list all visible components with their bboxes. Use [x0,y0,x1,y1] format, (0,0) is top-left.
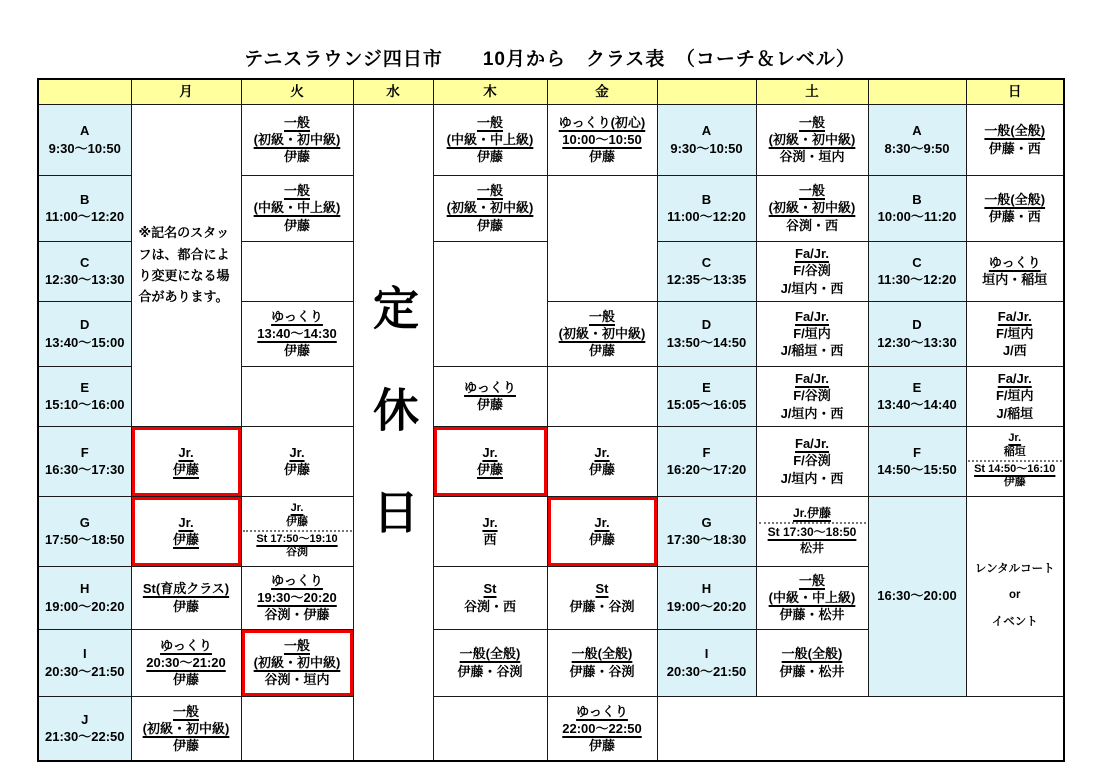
coach: 伊藤 [588,737,615,753]
cell-sat-A [756,104,868,175]
cell-fri-I [547,629,657,696]
slot-id: I [704,646,709,662]
slot-time: 13:40～14:40 [877,397,957,412]
coach: F/谷渕 [793,263,831,279]
class-name: Jr. [290,502,304,515]
slot-time: 12:30～13:30 [877,334,957,350]
class-name: 一般 [588,308,615,324]
header-blank-sun [868,79,966,104]
sun-time-slot-D [868,301,966,366]
dotted-divider [968,460,1063,462]
cell-sat-B [756,175,868,241]
coach: 伊藤 [283,149,310,165]
cell-fri-BC-empty [547,175,657,301]
class-name: 一般 [283,637,310,653]
coach: 伊藤・谷渕 [569,598,635,614]
class-name: ゆっくり [988,254,1041,270]
coach: 伊藤 [588,149,615,165]
slot-time: 15:05～16:05 [666,397,747,412]
cell-sun-D [966,301,1064,366]
class-name: 一般 [172,703,199,719]
sat-time-slot-B [657,175,756,241]
class-level: (初級・初中級) [768,131,856,147]
slot-id: G [701,514,712,530]
closed-day-cell [353,104,433,761]
class-name: ゆっくり [576,703,628,719]
class-name: Fa/Jr. [795,371,829,387]
slot-id: D [701,317,712,333]
coach: 垣内・稲垣 [982,272,1048,287]
or-label: or [1009,589,1021,602]
row-J [38,696,1064,761]
event-label: イベント [991,615,1038,628]
class-level: (初級・初中級) [142,720,230,736]
slot-time: 11:00～12:20 [45,209,125,224]
header-tuesday: 火 [241,79,353,104]
sun-time-slot-F [868,426,966,496]
class-level: (中級・中上級) [446,131,534,147]
page-title: テニスラウンジ四日市 10月から クラス表 （コーチ＆レベル） [244,49,856,70]
slot-id: C [701,254,712,270]
sat-time-slot-H [657,566,756,629]
coach: F/垣内 [995,325,1034,341]
sat-time-slot-C [657,241,756,301]
class-name: Jr. [178,444,194,460]
coach: 伊藤 [588,532,615,547]
coach: 伊藤 [476,217,503,233]
time-slot-H [38,566,131,629]
cell-fri-G-highlighted [547,496,657,566]
slot-id: E [80,379,90,395]
header-thursday: 木 [433,79,547,104]
cell-sun-B [966,175,1064,241]
cell-thu-F-highlighted [433,426,547,496]
cell-sun-A [966,104,1064,175]
slot-time: 8:30～9:50 [884,140,950,156]
slot-time: 9:30～10:50 [670,140,743,156]
cell-tue-B [241,175,353,241]
cell-fri-H [547,566,657,629]
cell-fri-J [547,696,657,761]
class-level: (初級・初中級) [253,654,341,670]
coach: 伊藤・谷渕 [569,663,635,679]
coach: 松井 [799,540,824,555]
note-text: ※記名のスタッフは、都合により変更になる場合があります。 [138,225,230,305]
slot-time: 10:00～11:20 [877,209,957,224]
class-level: (中級・中上級) [768,589,856,605]
slot-id: H [80,581,90,597]
cell-sat-F [756,426,868,496]
sat-time-slot-G [657,496,756,566]
coach: 伊藤 [476,149,503,165]
class-name: ゆっくり [160,637,212,653]
time-slot-J [38,696,131,761]
coach: 谷渕・伊藤 [264,607,330,623]
slot-time: 11:00～12:20 [667,209,746,224]
class-time: St 17:50～19:10 [256,533,338,545]
slot-id: E [912,379,922,395]
coach: J/稲垣・西 [780,343,844,359]
time-slot-F [38,426,131,496]
time-slot-A [38,104,131,175]
class-name: St [595,581,609,597]
class-name: Jr.伊藤 [792,505,832,520]
coach: 伊藤 [476,462,503,477]
slot-id: B [912,191,922,207]
coach: 伊藤 [476,397,503,412]
class-name: St [483,581,497,597]
slot-id: C [80,254,90,270]
cell-weekend-J-empty [657,696,1064,761]
slot-id: D [912,317,922,333]
time-slot-E [38,366,131,426]
class-name: 一般 [798,114,825,130]
class-name: Jr. [482,514,498,530]
time-slot-C [38,241,131,301]
cell-mon-I [131,629,241,696]
coach: 伊藤 [172,672,199,688]
cell-tue-A [241,104,353,175]
cell-thu-G [433,496,547,566]
class-time: St 14:50～16:10 [974,463,1056,475]
cell-fri-E-empty [547,366,657,426]
slot-time: 13:40～15:00 [45,334,125,350]
cell-thu-A [433,104,547,175]
class-time: St 17:30～18:50 [767,525,857,540]
class-name: 一般 [476,183,503,199]
class-name: ゆっくり [271,308,323,324]
closed-day-label: 定休日 [367,284,419,591]
coach: 伊藤・松井 [779,607,845,623]
header-blank-sat [657,79,756,104]
header-friday: 金 [547,79,657,104]
coach: F/垣内 [793,325,831,341]
slot-time: 12:30～13:30 [45,272,125,287]
slot-time: 13:50～14:50 [666,334,747,350]
cell-tue-F [241,426,353,496]
slot-id: A [912,123,922,139]
coach: 伊藤 [588,343,615,359]
class-name: Fa/Jr. [795,246,829,262]
coach: 伊藤 [588,462,615,477]
class-name: 一般 [283,183,310,199]
class-time: 20:30～21:20 [146,654,226,670]
coach: 伊藤 [172,462,199,477]
class-name: 一般(全般) [781,646,843,662]
cell-sat-I [756,629,868,696]
coach: 伊藤 [172,532,199,547]
cell-mon-H [131,566,241,629]
cell-fri-F [547,426,657,496]
class-level: (初級・初中級) [558,325,646,341]
slot-id: D [80,317,90,333]
cell-thu-CD-empty [433,241,547,366]
cell-mon-F-highlighted [131,426,241,496]
sat-time-slot-F [657,426,756,496]
slot-id: F [80,444,89,460]
cell-mon-G-highlighted [131,496,241,566]
cell-mon-J [131,696,241,761]
slot-id: E [702,379,711,395]
sun-time-slot-B [868,175,966,241]
class-level: (中級・中上級) [253,200,341,216]
cell-thu-I [433,629,547,696]
schedule-table [37,78,1065,762]
slot-id: A [80,123,90,139]
coach: 伊藤 [172,598,199,614]
header-saturday: 土 [756,79,868,104]
class-name: 一般(全般) [571,646,633,662]
cell-sun-E [966,366,1064,426]
sat-time-slot-D [657,301,756,366]
time-slot-D [38,301,131,366]
cell-tue-D [241,301,353,366]
class-name: Fa/Jr. [795,436,829,452]
coach: 稲垣 [1003,445,1026,458]
class-name: 一般 [283,114,310,130]
slot-time: 20:30～21:50 [666,663,747,679]
class-name: 一般 [798,572,825,588]
class-name: Fa/Jr. [997,371,1032,387]
slot-time: 16:30～17:30 [45,462,125,477]
cell-sun-C [966,241,1064,301]
class-name: ゆっくり [464,379,516,395]
slot-time: 20:30～21:50 [45,663,125,679]
coach: 伊藤 [286,515,308,528]
sun-time-slot-A [868,104,966,175]
cell-sun-rental-block [966,496,1064,696]
coach: 伊藤 [283,343,310,359]
cell-fri-D [547,301,657,366]
slot-id: C [912,254,922,270]
class-name: Jr. [1008,432,1022,445]
coach: 伊藤・西 [988,140,1041,156]
sat-time-slot-E [657,366,756,426]
slot-time: 19:00～20:20 [45,598,125,614]
coach: 西 [483,532,497,547]
sun-time-slot-E [868,366,966,426]
slot-id: J [81,712,89,728]
class-name: 一般(全般) [459,646,521,662]
slot-time: 15:10～16:00 [45,397,125,412]
cell-tue-J-empty [241,696,353,761]
class-name: 一般(全般) [984,123,1046,139]
class-name: Jr. [289,444,305,460]
class-name: St(育成クラス) [142,581,230,597]
cell-tue-E-empty [241,366,353,426]
slot-time: 16:20～17:20 [666,462,747,477]
class-level: (初級・初中級) [768,200,856,216]
coach: F/谷渕 [793,388,831,404]
class-level: (初級・初中級) [253,131,341,147]
header-row [38,79,1064,104]
cell-thu-J-empty [433,696,547,761]
slot-id: F [702,444,711,460]
cell-sat-G [756,496,868,566]
slot-id: A [701,123,712,139]
coach: 伊藤 [283,462,310,477]
cell-tue-H [241,566,353,629]
sun-evening-time-block [868,496,966,696]
sun-time-slot-C [868,241,966,301]
cell-tue-I-highlighted [241,629,353,696]
class-name: ゆっくり [271,572,323,588]
class-name: Jr. [178,514,194,530]
cell-tue-C-empty [241,241,353,301]
header-blank-left [38,79,131,104]
class-name: 一般 [798,183,825,199]
class-time: 22:00～22:50 [562,720,642,736]
header-wednesday: 水 [353,79,433,104]
coach: F/垣内 [995,388,1034,404]
cell-sat-E [756,366,868,426]
sat-time-slot-A [657,104,756,175]
cell-tue-G [241,496,353,566]
slot-time: 17:50～18:50 [45,532,125,547]
slot-id: B [80,191,90,207]
class-time: 10:00～10:50 [562,131,642,147]
coach: 谷渕・垣内 [779,149,845,165]
class-name: Jr. [594,514,610,530]
cell-sat-D [756,301,868,366]
cell-thu-E [433,366,547,426]
coach: J/垣内・西 [780,280,844,296]
coach: 伊藤・西 [988,209,1041,224]
row-F [38,426,1064,496]
class-time: 19:30～20:20 [257,589,337,605]
slot-time: 12:35～13:35 [666,272,747,287]
coach: 谷渕・西 [463,598,516,614]
coach: 伊藤 [283,217,310,233]
cell-thu-B [433,175,547,241]
time-slot-G [38,496,131,566]
slot-time: 9:30～10:50 [48,140,121,156]
class-name: 一般(全般) [984,191,1046,207]
coach: 伊藤 [1003,476,1026,489]
slot-id: B [701,191,712,207]
slot-id: I [82,646,87,662]
row-G [38,496,1064,566]
slot-time: 11:30～12:20 [877,272,957,287]
slot-time: 17:30～18:30 [666,532,747,547]
header-sunday: 日 [966,79,1064,104]
class-name: Jr. [482,444,498,460]
slot-time: 21:30～22:50 [45,729,125,745]
coach: J/稲垣 [996,405,1034,421]
rental-court-label: レンタルコート [974,563,1055,576]
slot-id: G [79,514,90,530]
cell-sun-F [966,426,1064,496]
cell-sat-C [756,241,868,301]
header-monday: 月 [131,79,241,104]
cell-sat-H [756,566,868,629]
time-slot-B [38,175,131,241]
coach: 伊藤・谷渕 [457,663,523,679]
sat-time-slot-I [657,629,756,696]
coach: 伊藤・松井 [779,663,845,679]
coach: F/谷渕 [793,453,831,469]
cell-thu-H [433,566,547,629]
class-level: (初級・初中級) [446,200,534,216]
class-name: ゆっくり(初心) [558,114,646,130]
class-name: 一般 [476,114,503,130]
slot-id: F [913,444,921,460]
slot-time: 19:00～20:20 [666,598,747,614]
coach: J/垣内・西 [780,405,844,421]
time-slot-I [38,629,131,696]
coach: J/垣内・西 [780,470,844,486]
slot-id: H [701,581,712,597]
class-name: Fa/Jr. [795,308,829,324]
dotted-divider [243,530,352,532]
coach: 谷渕・西 [785,217,838,233]
coach: 谷渕 [286,546,308,559]
class-name: Jr. [594,444,610,460]
cell-fri-A [547,104,657,175]
coach: 谷渕・垣内 [264,672,330,688]
slot-time: 16:30～20:00 [877,588,957,604]
staff-note [131,104,241,426]
coach: 伊藤 [172,737,199,753]
slot-time: 14:50～15:50 [877,462,957,477]
class-time: 13:40～14:30 [257,325,337,341]
row-A [38,104,1064,175]
coach: J/西 [1002,343,1027,359]
class-name: Fa/Jr. [997,308,1032,324]
dotted-divider [759,522,866,524]
